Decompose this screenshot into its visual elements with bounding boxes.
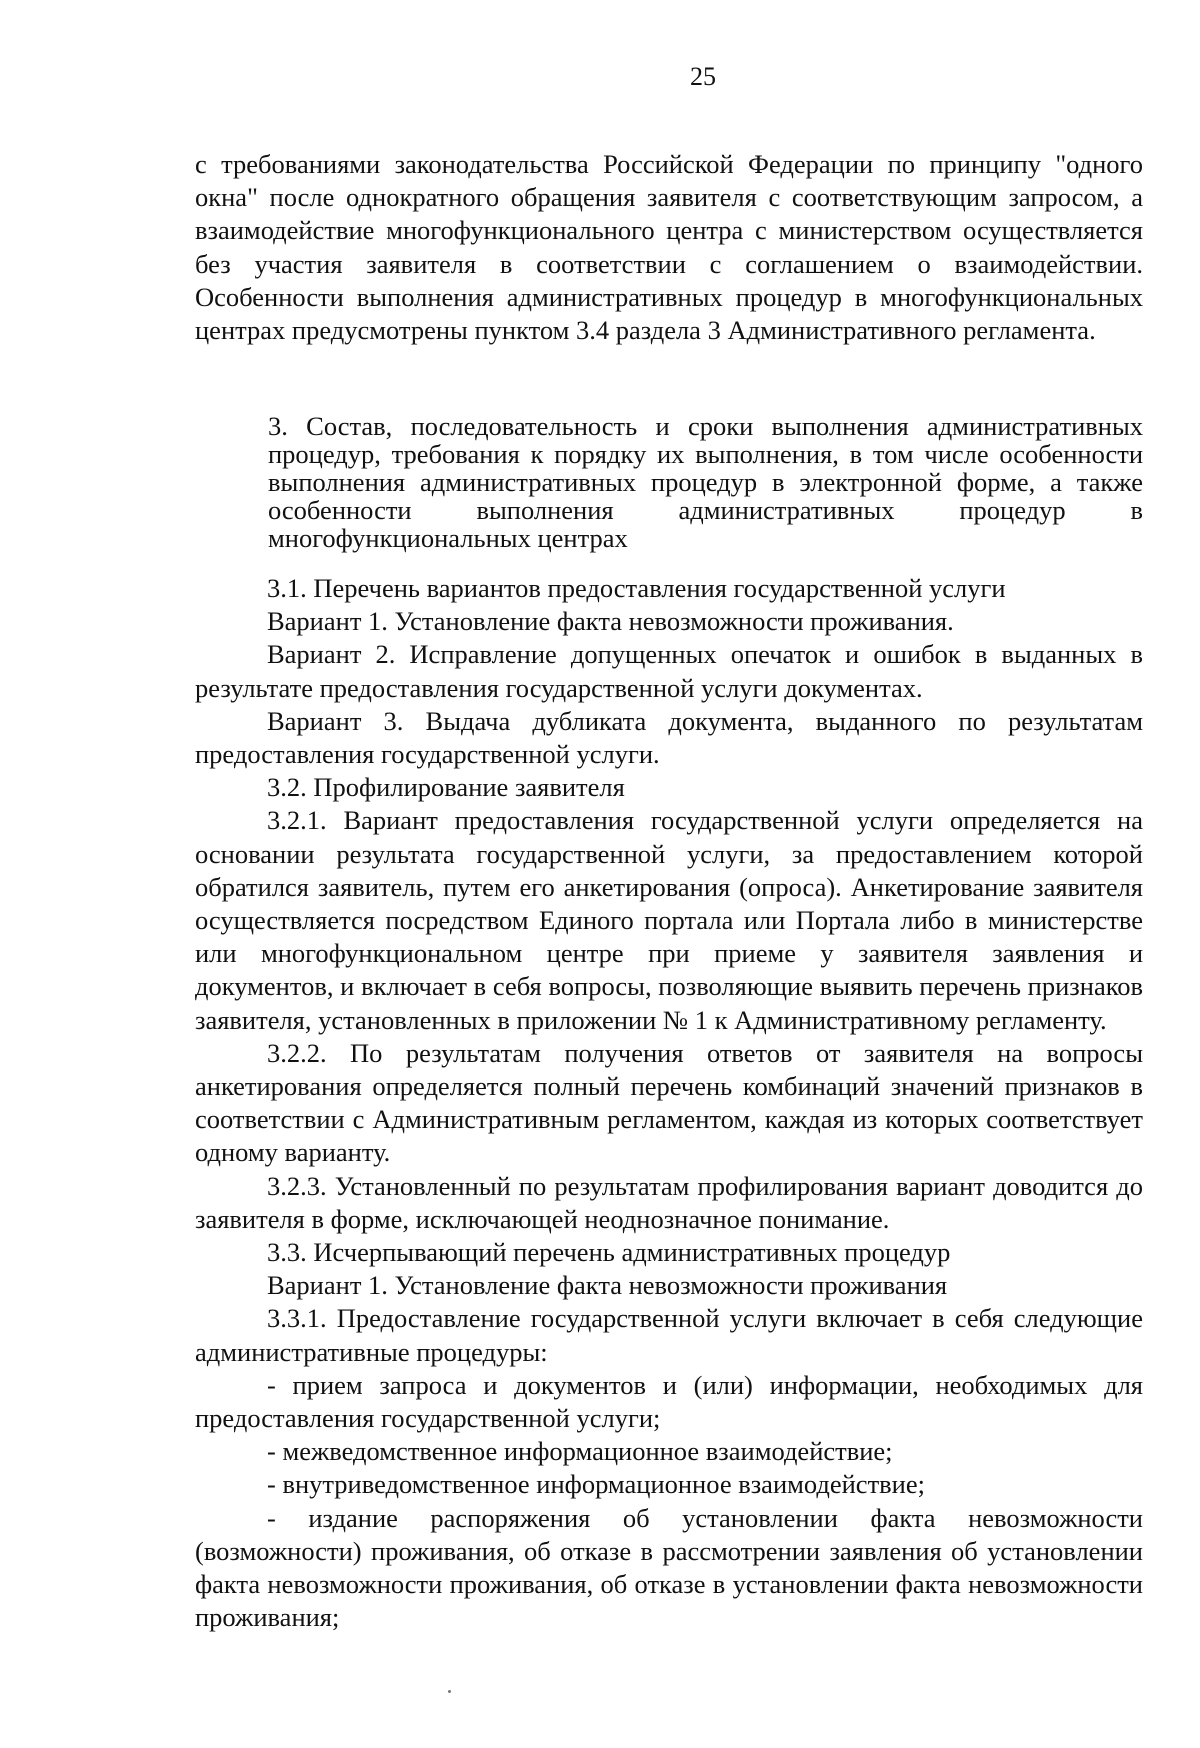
list-item-intake: - прием запроса и документов и (или) информации, необходимых для предоставления государственной услуги;: [195, 1369, 1143, 1434]
section-body: [195, 572, 1143, 1635]
intro-paragraph: с требованиями законодательства Российской Федерации по принципу "одного окна" после однократного обращения заявителя с соответствующим запросом, а взаимодействие многофункционального центра с министерством осуществляется без участия заявителя в соответствии с соглашением о взаимодействии. Особенности выполнения административных процедур в многофункциональных центрах предусмотрены пунктом 3.4 раздела 3 Административного регламента.: [195, 149, 1143, 346]
paragraph-3-2-3: 3.2.3. Установленный по результатам профилирования вариант доводится до заявителя в форме, исключающей неоднозначное понимание.: [195, 1170, 1143, 1234]
scan-speck: [448, 1690, 451, 1693]
paragraph-variant-1: Вариант 1. Установление факта невозможности проживания.: [267, 606, 954, 637]
intro-block: [195, 148, 1143, 347]
list-item-order: - издание распоряжения об установлении факта невозможности (возможности) проживания, об отказе в рассмотрении заявления об установлении факта невозможности проживания, об отказе в установлении факта невозможности проживания;: [195, 1502, 1143, 1633]
paragraph-3-2: 3.2. Профилирование заявителя: [267, 772, 625, 803]
list-item-interagency: - межведомственное информационное взаимодействие;: [267, 1436, 893, 1467]
list-item-intraagency: - внутриведомственное информационное взаимодействие;: [267, 1469, 925, 1500]
paragraph-3-2-2: 3.2.2. По результатам получения ответов от заявителя на вопросы анкетирования определяется полный перечень комбинаций значений признаков в соответствии с Административным регламентом, каждая из которых соответствует одному варианту.: [195, 1037, 1143, 1168]
paragraph-3-1: 3.1. Перечень вариантов предоставления государственной услуги: [267, 573, 1006, 603]
paragraph-variant-1-procedures: Вариант 1. Установление факта невозможности проживания: [267, 1270, 948, 1301]
page-number: 25: [690, 62, 716, 91]
section-heading: 3. Состав, последовательность и сроки выполнения административных процедур, требования к порядку их выполнения, в том числе особенности выполнения административных процедур в электронной форме, а также особенности выполнения административных процедур в многофункциональных центрах: [268, 411, 1143, 553]
paragraph-variant-2: Вариант 2. Исправление допущенных опечаток и ошибок в выданных в результате предоставления государственной услуги документах.: [195, 639, 1143, 703]
paragraph-variant-3: Вариант 3. Выдача дубликата документа, выданного по результатам предоставления государственной услуги.: [195, 705, 1143, 770]
paragraph-3-3: 3.3. Исчерпывающий перечень административных процедур: [267, 1237, 951, 1268]
paragraph-3-2-1: 3.2.1. Вариант предоставления государственной услуги определяется на основании результата государственной услуги, за предоставлением которой обратился заявитель, путем его анкетирования (опроса). Анкетирование заявителя осуществляется посредством Единого портала или Портала либо в министерстве или многофункциональном центре при приеме у заявителя заявления и документов, и включает в себя вопросы, позволяющие выявить перечень признаков заявителя, установленных в приложении № 1 к Административному регламенту.: [195, 805, 1143, 1035]
paragraph-3-3-1: 3.3.1. Предоставление государственной услуги включает в себя следующие административные процедуры:: [195, 1303, 1143, 1367]
